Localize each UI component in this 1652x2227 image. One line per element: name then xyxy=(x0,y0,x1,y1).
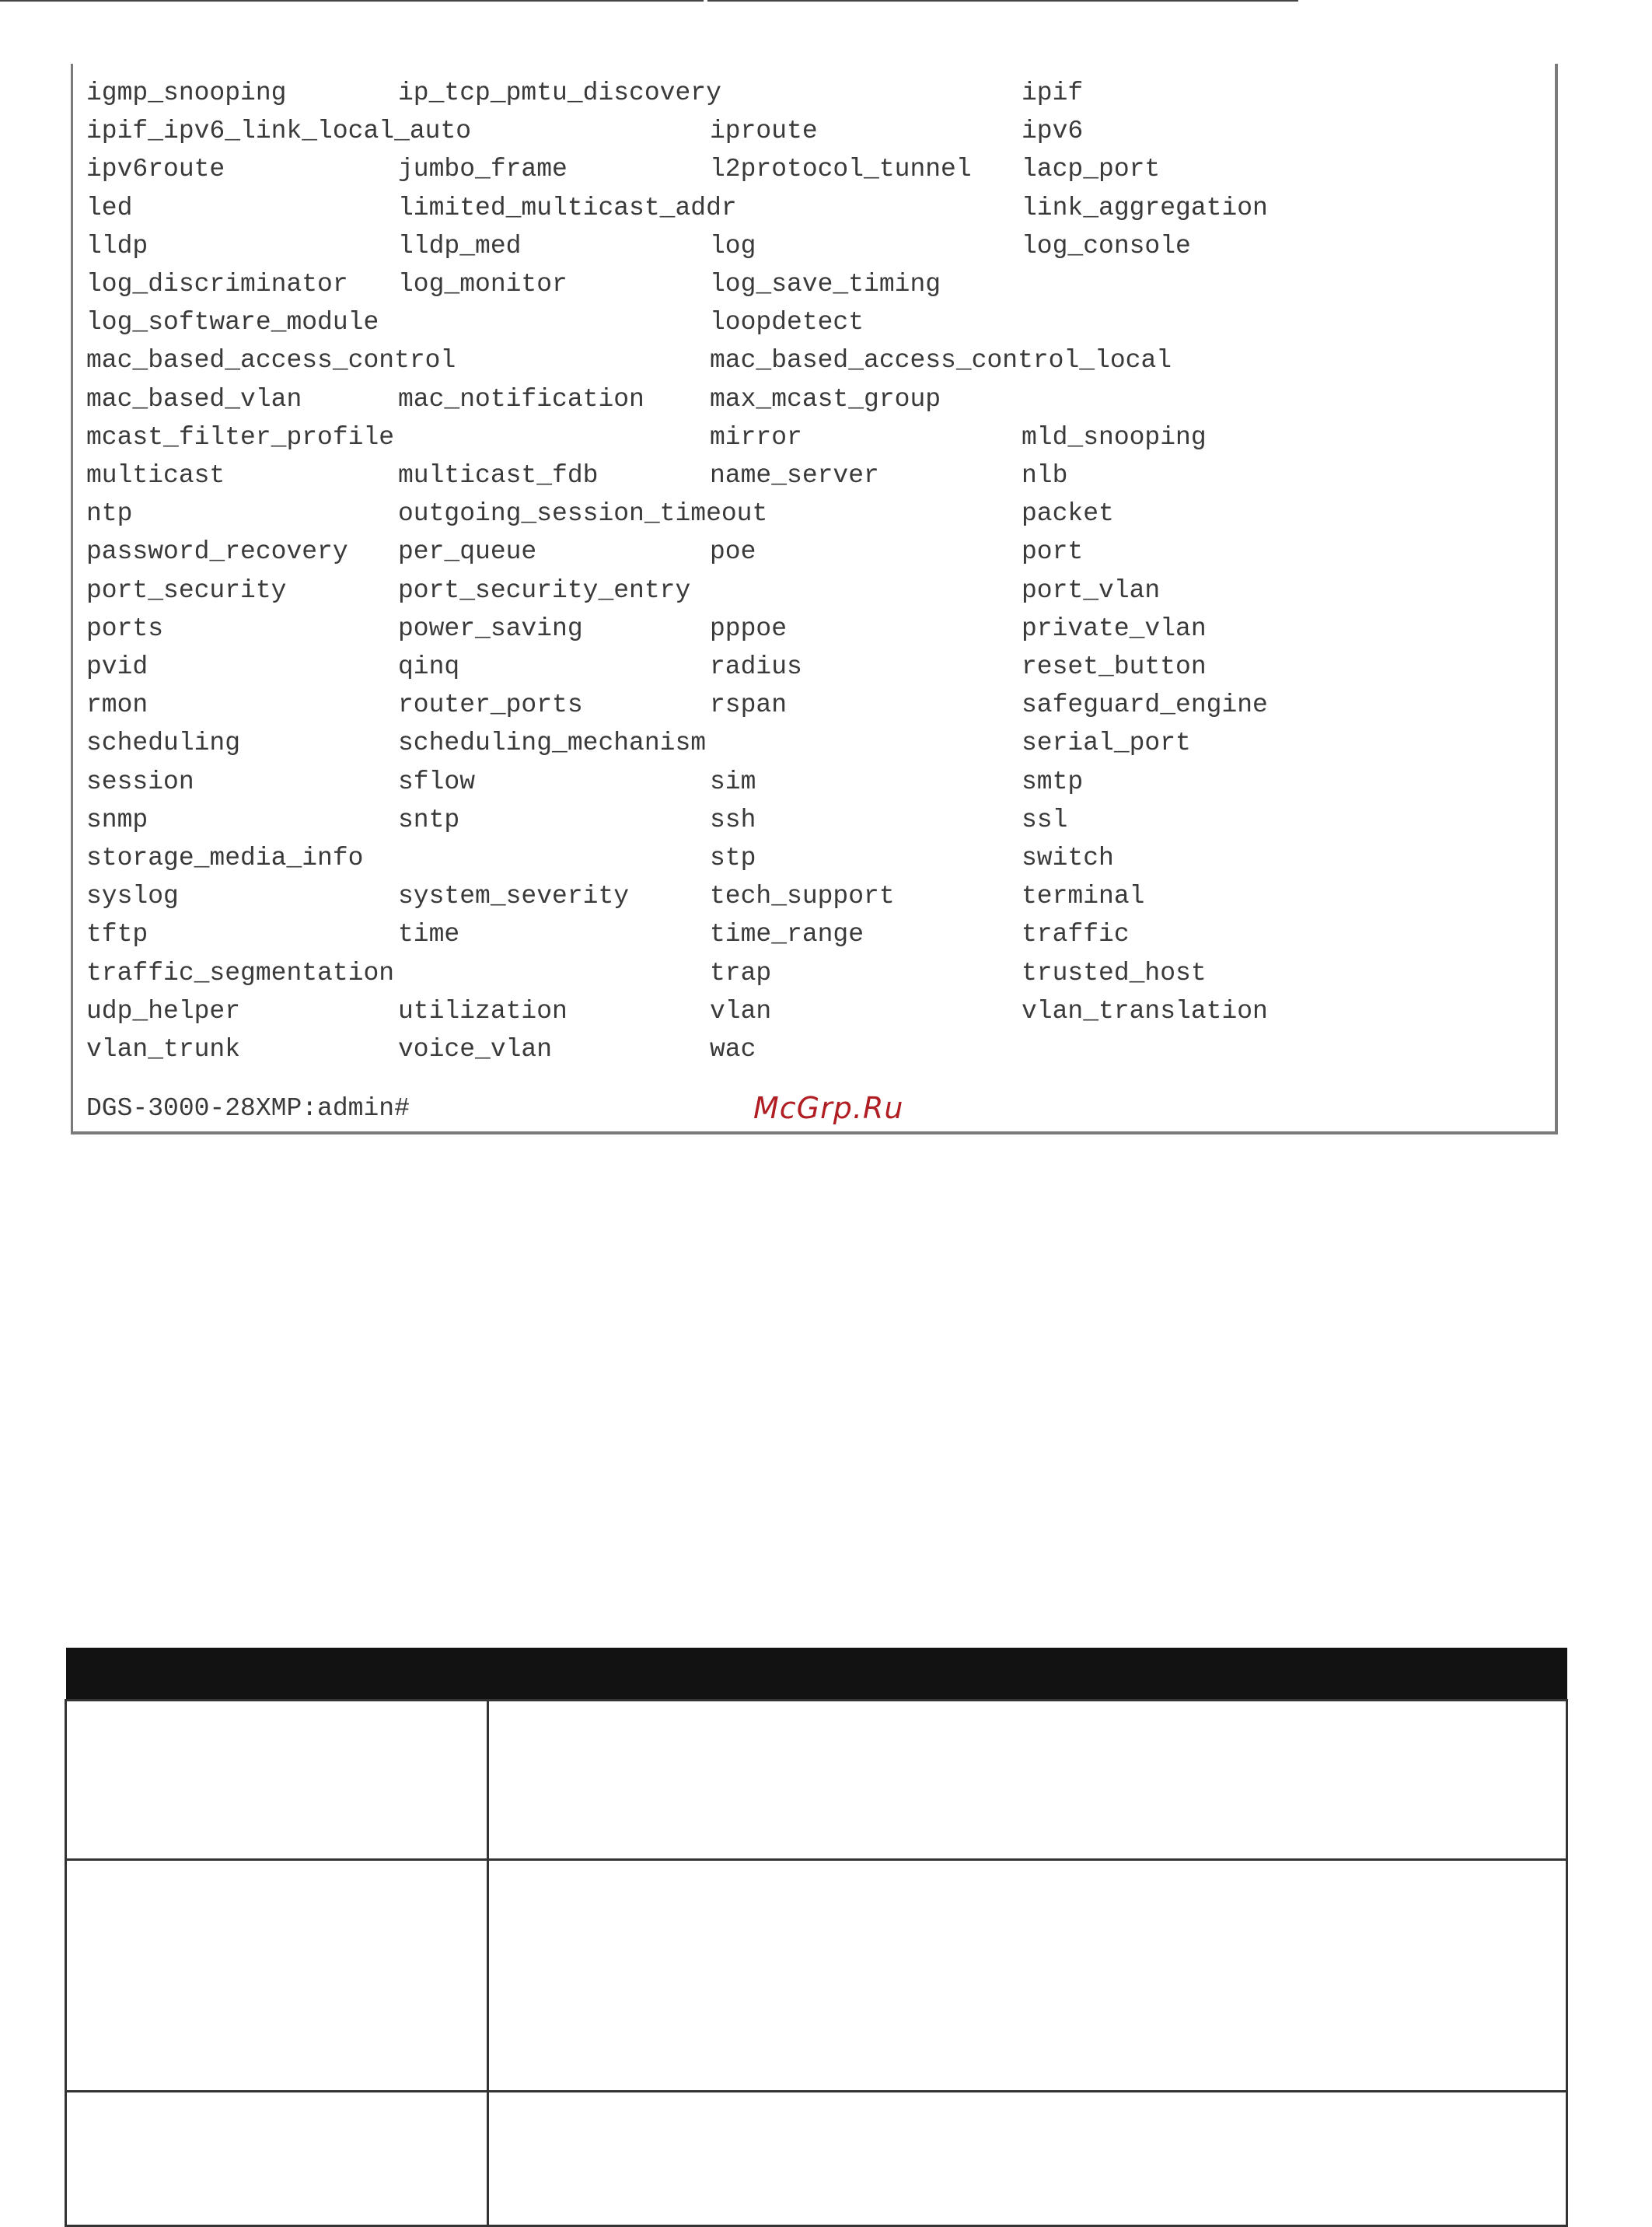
command-name: iproute xyxy=(710,117,818,146)
terminal-line xyxy=(73,1034,1555,1065)
command-name: packet xyxy=(1022,499,1114,529)
terminal-line xyxy=(73,384,1555,415)
command-name: vlan xyxy=(710,996,772,1026)
command-name: log_save_timing xyxy=(710,270,941,299)
command-name: tftp xyxy=(86,920,148,949)
command-name: multicast_fdb xyxy=(398,461,599,490)
table-row xyxy=(66,1860,1567,2092)
command-name: port_vlan xyxy=(1022,575,1161,605)
command-name: qinq xyxy=(398,652,460,681)
table-row xyxy=(66,1701,1567,1860)
command-name: trap xyxy=(710,958,772,988)
command-name: lacp_port xyxy=(1022,155,1161,184)
command-name: ssh xyxy=(710,805,756,834)
table-header-cell xyxy=(488,1648,1567,1701)
command-name: name_server xyxy=(710,461,879,490)
command-name: rspan xyxy=(710,690,788,720)
command-name: time_range xyxy=(710,920,864,949)
command-name: tech_support xyxy=(710,882,895,911)
command-name: mld_snooping xyxy=(1022,422,1207,452)
terminal-line xyxy=(73,460,1555,491)
command-name: udp_helper xyxy=(86,996,241,1026)
watermark-text: McGrp.Ru xyxy=(753,1091,904,1125)
command-name: pppoe xyxy=(710,614,788,643)
command-name: trusted_host xyxy=(1022,958,1207,988)
command-name: safeguard_engine xyxy=(1022,690,1268,720)
command-name: private_vlan xyxy=(1022,614,1207,643)
command-name: router_ports xyxy=(398,690,583,720)
terminal-line xyxy=(73,652,1555,683)
command-name: ipv6 xyxy=(1022,117,1084,146)
command-name: lldp xyxy=(86,231,148,260)
command-name: power_saving xyxy=(398,614,583,643)
command-name: traffic_segmentation xyxy=(86,958,395,988)
terminal-line xyxy=(73,690,1555,721)
command-name: utilization xyxy=(398,996,568,1026)
command-name: port xyxy=(1022,537,1084,567)
command-name: serial_port xyxy=(1022,729,1191,758)
top-rule xyxy=(707,0,1298,2)
command-name: ssl xyxy=(1022,805,1068,834)
command-name: switch xyxy=(1022,844,1114,872)
command-name: syslog xyxy=(86,882,179,911)
terminal-line xyxy=(73,116,1555,147)
command-name: poe xyxy=(710,537,756,567)
command-name: limited_multicast_addr xyxy=(398,193,737,222)
terminal-line xyxy=(73,575,1555,607)
command-name: ports xyxy=(86,614,164,643)
terminal-line xyxy=(73,805,1555,836)
command-name: mac_notification xyxy=(398,384,644,414)
command-name: ipif_ipv6_link_local_auto xyxy=(86,117,472,146)
terminal-line xyxy=(73,193,1555,224)
command-name: log_software_module xyxy=(86,308,379,337)
command-name: per_queue xyxy=(398,537,537,567)
table-cell xyxy=(488,1701,1567,1860)
terminal-line xyxy=(73,78,1555,109)
command-name: scheduling_mechanism xyxy=(398,729,707,758)
table-cell xyxy=(488,1860,1567,2092)
command-name: rmon xyxy=(86,690,148,720)
command-name: radius xyxy=(710,652,802,681)
command-name: reset_button xyxy=(1022,652,1207,681)
command-name: vlan_trunk xyxy=(86,1035,241,1064)
command-name: mirror xyxy=(710,422,802,452)
command-name: link_aggregation xyxy=(1022,193,1268,222)
command-name: outgoing_session_timeout xyxy=(398,499,768,529)
command-name: stp xyxy=(710,844,756,872)
parameter-table xyxy=(65,1648,1568,2227)
top-rule xyxy=(0,0,704,2)
command-name: password_recovery xyxy=(86,537,348,567)
command-name: voice_vlan xyxy=(398,1035,553,1064)
command-name: sntp xyxy=(398,805,460,834)
command-name: time xyxy=(398,920,460,949)
terminal-line xyxy=(73,498,1555,530)
terminal-line xyxy=(73,345,1555,376)
terminal-line xyxy=(73,154,1555,185)
command-name: traffic xyxy=(1022,920,1130,949)
terminal-line xyxy=(73,537,1555,568)
command-name: pvid xyxy=(86,652,148,681)
table-cell xyxy=(66,1701,488,1860)
command-name: port_security xyxy=(86,575,287,605)
command-name: multicast xyxy=(86,461,225,490)
terminal-line xyxy=(73,231,1555,262)
command-name: scheduling xyxy=(86,729,241,758)
command-name: loopdetect xyxy=(710,308,864,337)
command-name: ipif xyxy=(1022,79,1084,107)
command-name: ntp xyxy=(86,499,133,529)
command-name: led xyxy=(86,193,133,222)
terminal-line xyxy=(73,307,1555,338)
table-cell xyxy=(488,2092,1567,2226)
terminal-line xyxy=(73,422,1555,453)
command-name: ipv6route xyxy=(86,155,225,184)
command-name: mcast_filter_profile xyxy=(86,422,395,452)
command-name: session xyxy=(86,767,194,796)
command-name: mac_based_access_control_local xyxy=(710,346,1172,376)
terminal-line xyxy=(73,881,1555,912)
command-name: system_severity xyxy=(398,882,630,911)
terminal-line xyxy=(73,958,1555,989)
terminal-line xyxy=(73,614,1555,645)
command-name: log_discriminator xyxy=(86,270,348,299)
table-cell xyxy=(66,1860,488,2092)
table-row xyxy=(66,2092,1567,2226)
terminal-line xyxy=(73,269,1555,300)
terminal-line xyxy=(73,843,1555,874)
command-name: l2protocol_tunnel xyxy=(710,155,972,184)
table-header-row xyxy=(66,1648,1567,1701)
command-name: jumbo_frame xyxy=(398,155,568,184)
command-name: igmp_snooping xyxy=(86,79,287,107)
table-header-cell xyxy=(66,1648,488,1701)
command-name: port_security_entry xyxy=(398,575,691,605)
table-cell xyxy=(66,2092,488,2226)
command-name: ip_tcp_pmtu_discovery xyxy=(398,79,721,107)
command-name: nlb xyxy=(1022,461,1068,490)
command-name: log_console xyxy=(1022,231,1191,260)
command-name: max_mcast_group xyxy=(710,384,941,414)
terminal-line xyxy=(73,919,1555,950)
command-name: snmp xyxy=(86,805,148,834)
command-name: vlan_translation xyxy=(1022,996,1268,1026)
command-name: log_monitor xyxy=(398,270,568,299)
terminal-line xyxy=(73,767,1555,798)
terminal-line xyxy=(73,728,1555,759)
command-name: lldp_med xyxy=(398,231,522,260)
command-name: wac xyxy=(710,1035,756,1064)
command-name: sim xyxy=(710,767,756,796)
terminal-line xyxy=(73,996,1555,1027)
command-name: storage_media_info xyxy=(86,844,364,872)
command-name: mac_based_access_control xyxy=(86,346,456,376)
command-name: terminal xyxy=(1022,882,1145,911)
cli-prompt: DGS-3000-28XMP:admin# xyxy=(86,1094,410,1123)
command-name: log xyxy=(710,231,756,260)
terminal-output-box xyxy=(71,64,1558,1134)
command-name: smtp xyxy=(1022,767,1084,796)
command-name: sflow xyxy=(398,767,476,796)
command-name: mac_based_vlan xyxy=(86,384,302,414)
